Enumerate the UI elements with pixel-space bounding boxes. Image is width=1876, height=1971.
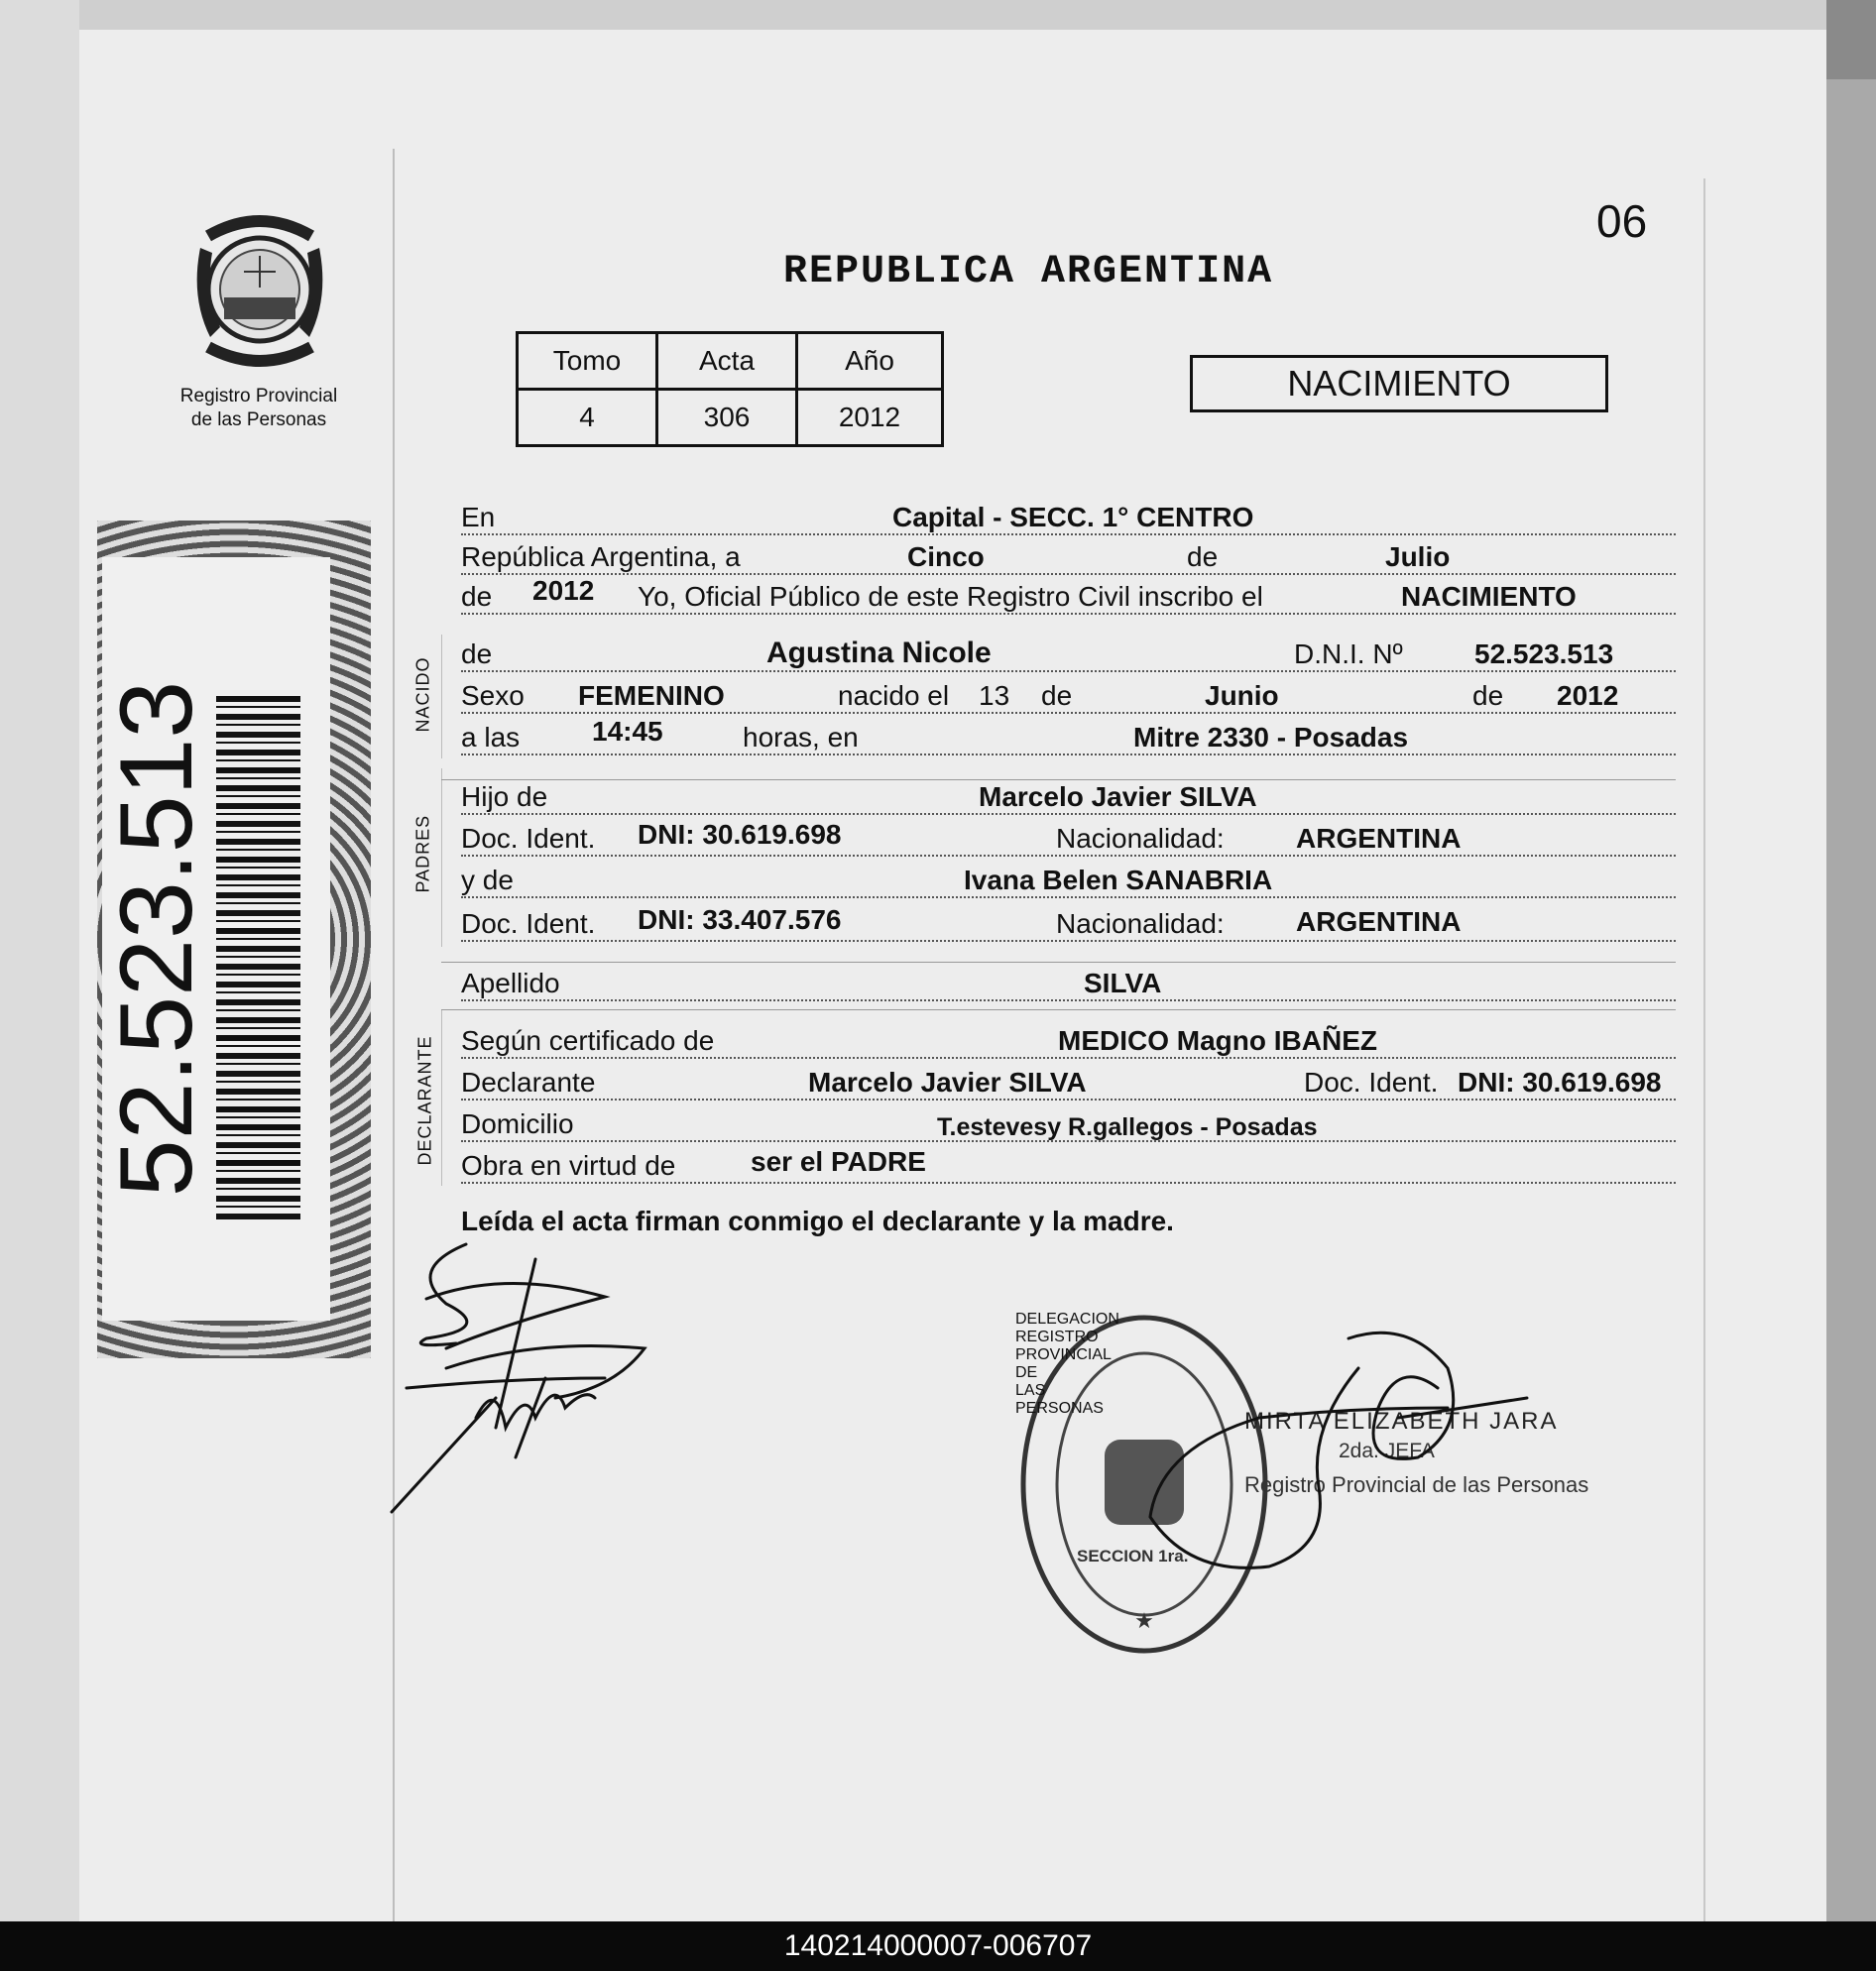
official-name: MIRTA ELIZABETH JARA	[1244, 1408, 1559, 1435]
value-certificado: MEDICO Magno IBAÑEZ	[1058, 1025, 1377, 1056]
label-de-nombre: de	[461, 638, 493, 669]
value-dia: Cinco	[907, 541, 985, 572]
official-office: Registro Provincial de las Personas	[1244, 1472, 1589, 1497]
value-dia-nac: 13	[979, 680, 1010, 711]
book-cover-edge	[1826, 79, 1876, 1923]
right-margin-line	[1703, 178, 1705, 1921]
value-mes-nac: Junio	[1205, 680, 1279, 711]
row-hora	[461, 718, 1676, 757]
value-declarante: Marcelo Javier SILVA	[808, 1067, 1087, 1098]
label-segun: Según certificado de	[461, 1025, 715, 1056]
value-hora: 14:45	[592, 716, 663, 747]
separator-2	[441, 962, 1676, 963]
value-lugar-nac: Mitre 2330 - Posadas	[1133, 722, 1409, 753]
row-sexo	[461, 676, 1676, 716]
value-declarante-doc: DNI: 30.619.698	[1458, 1067, 1662, 1098]
registry-table	[516, 331, 944, 447]
registry-line-2: de las Personas	[190, 409, 327, 430]
registry-caption	[149, 385, 369, 432]
row-hijo-de	[461, 777, 1676, 817]
label-de-mes-nac: de	[1041, 680, 1073, 711]
label-doc-ident-3: Doc. Ident.	[1304, 1067, 1439, 1098]
value-anio-nac: 2012	[1557, 680, 1619, 711]
row-declarante	[461, 1063, 1676, 1102]
value-madre-nac: ARGENTINA	[1296, 906, 1462, 937]
label-horas-en: horas, en	[743, 722, 859, 753]
value-domicilio: T.estevesy R.gallegos - Posadas	[937, 1113, 1318, 1141]
footer-code: 140214000007-006707	[0, 1921, 1876, 1971]
label-hijo-de: Hijo de	[461, 781, 548, 812]
label-declarante: Declarante	[461, 1067, 596, 1098]
value-anio: 2012	[532, 575, 595, 606]
value-acto: NACIMIENTO	[1401, 581, 1577, 612]
label-doc-ident-2: Doc. Ident.	[461, 908, 596, 939]
closing-statement: Leída el acta firman conmigo el declarante y la madre.	[461, 1206, 1174, 1236]
declarant-signature	[387, 1229, 674, 1527]
value-nombre: Agustina Nicole	[766, 637, 992, 669]
section-label-declarante: DECLARANTE	[414, 1035, 435, 1166]
separator-3	[441, 1009, 1676, 1010]
row-padre-doc	[461, 819, 1676, 859]
svg-text:★: ★	[1134, 1609, 1154, 1634]
label-sexo: Sexo	[461, 680, 525, 711]
label-yo: Yo, Oficial Público de este Registro Civil inscribo el	[638, 581, 1263, 612]
value-anio: 2012	[797, 390, 943, 446]
label-y-de: y de	[461, 865, 514, 895]
value-mes: Julio	[1385, 541, 1451, 572]
label-nacido-el: nacido el	[838, 680, 950, 711]
label-nacionalidad-1: Nacionalidad:	[1056, 823, 1225, 854]
row-nombre	[461, 635, 1676, 674]
value-sexo: FEMENINO	[578, 680, 725, 711]
doc-type-box: NACIMIENTO	[1190, 355, 1608, 412]
label-de-mes: de	[1187, 541, 1219, 572]
row-obra	[461, 1146, 1676, 1186]
registry-line-1: Registro Provincial	[179, 386, 338, 406]
label-doc-ident-1: Doc. Ident.	[461, 823, 596, 854]
row-y-de	[461, 861, 1676, 900]
label-en: En	[461, 502, 496, 532]
label-a-las: a las	[461, 722, 521, 753]
value-apellido: SILVA	[1084, 968, 1162, 998]
page-title: REPUBLICA ARGENTINA	[783, 250, 1274, 294]
header-tomo: Tomo	[518, 333, 657, 390]
label-republica: República Argentina, a	[461, 541, 741, 572]
row-republica	[461, 537, 1676, 577]
label-obra: Obra en virtud de	[461, 1150, 676, 1181]
dni-vertical-number: 52.523.513	[99, 680, 214, 1198]
value-acta: 306	[657, 390, 797, 446]
margin-line	[393, 149, 395, 1921]
barcode-sticker	[99, 557, 330, 1321]
value-lugar: Capital - SECC. 1° CENTRO	[892, 502, 1254, 532]
value-obra: ser el PADRE	[751, 1146, 926, 1177]
row-domicilio	[461, 1104, 1676, 1144]
label-dni: D.N.I. Nº	[1294, 638, 1403, 669]
row-segun	[461, 1021, 1676, 1061]
label-domicilio: Domicilio	[461, 1108, 574, 1139]
row-anio-acto	[461, 577, 1676, 617]
value-padre: Marcelo Javier SILVA	[979, 781, 1257, 812]
row-madre-doc	[461, 904, 1676, 944]
stamp-section-text: SECCION 1ra.	[1077, 1547, 1189, 1565]
label-apellido: Apellido	[461, 968, 560, 998]
value-madre: Ivana Belen SANABRIA	[964, 865, 1273, 895]
page-number: 06	[1596, 195, 1648, 247]
value-padre-doc: DNI: 30.619.698	[638, 819, 842, 850]
province-emblem	[180, 208, 339, 377]
value-padre-nac: ARGENTINA	[1296, 823, 1462, 854]
stamp-ring-text: DELEGACION REGISTRO PROVINCIAL DE LAS PERSONAS	[1015, 1311, 1119, 1417]
section-label-nacido: NACIDO	[412, 656, 433, 733]
value-tomo: 4	[518, 390, 657, 446]
section-divider-padres	[441, 768, 442, 947]
section-divider-nacido	[441, 635, 442, 758]
section-divider-declarante	[441, 1009, 442, 1186]
row-en	[461, 498, 1676, 537]
section-label-padres: PADRES	[412, 814, 433, 893]
value-madre-doc: DNI: 33.407.576	[638, 904, 842, 935]
value-dni: 52.523.513	[1474, 638, 1614, 669]
barcode	[216, 696, 300, 1221]
official-role: 2da. JEFA	[1339, 1440, 1435, 1462]
header-anio: Año	[797, 333, 943, 390]
header-acta: Acta	[657, 333, 797, 390]
row-apellido	[461, 964, 1676, 1003]
label-nacionalidad-2: Nacionalidad:	[1056, 908, 1225, 939]
label-de-anio-nac: de	[1472, 680, 1504, 711]
label-de-anio: de	[461, 581, 493, 612]
official-signature	[1150, 1309, 1547, 1606]
